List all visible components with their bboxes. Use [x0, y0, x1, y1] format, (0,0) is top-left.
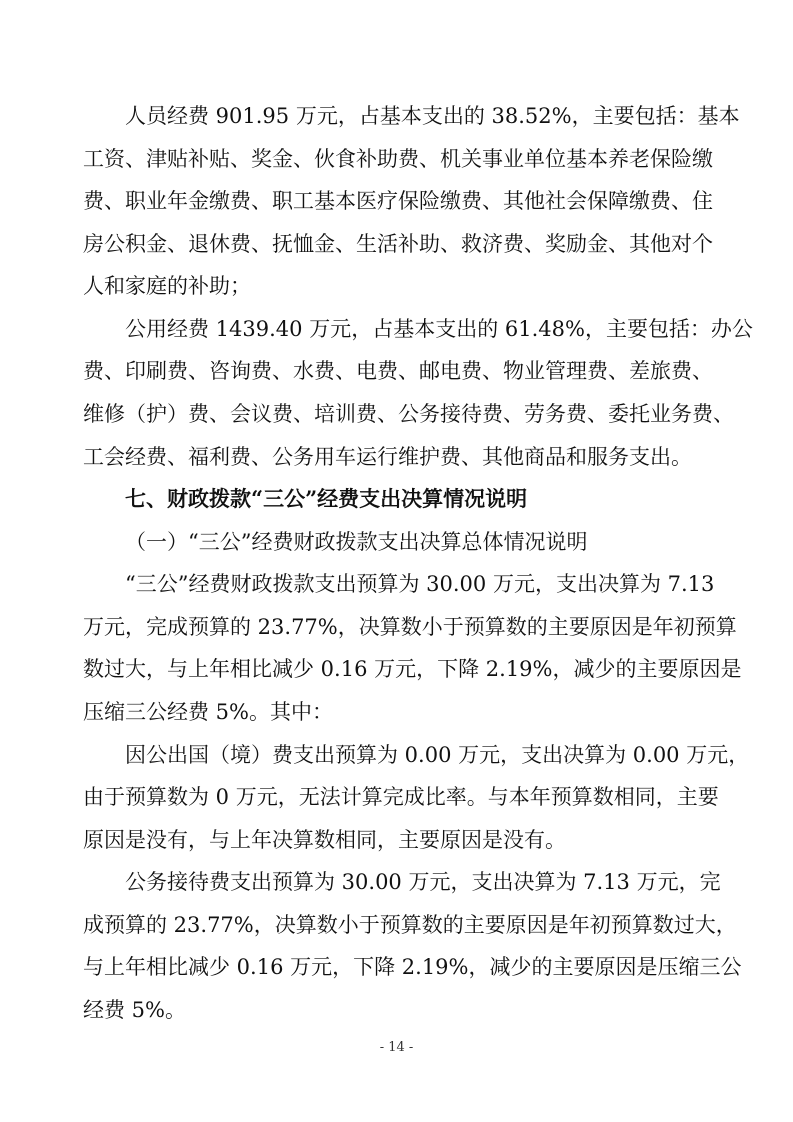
paragraph-reception-line-3: 与上年相比减少 0.16 万元，下降 2.19%，减少的主要原因是压缩三公	[83, 955, 742, 980]
paragraph-abroad-line-1: 因公出国（境）费支出预算为 0.00 万元，支出决算为 0.00 万元，	[125, 742, 750, 767]
section-heading: 七、财政拨款“三公”经费支出决算情况说明	[125, 486, 528, 512]
subsection-heading: （一）“三公”经费财政拨款支出决算总体情况说明	[125, 529, 588, 554]
paragraph-public-line-4: 工会经费、福利费、公务用车运行维护费、其他商品和服务支出。	[83, 444, 692, 469]
paragraph-reception-line-2: 成预算的 23.77%，决算数小于预算数的主要原因是年初预算数过大，	[83, 912, 737, 937]
paragraph-reception-line-1: 公务接待费支出预算为 30.00 万元，支出决算为 7.13 万元，完	[125, 870, 721, 895]
paragraph-reception-line-4: 经费 5%。	[83, 998, 186, 1022]
paragraph-abroad-line-2: 由于预算数为 0 万元，无法计算完成比率。与本年预算数相同，主要	[83, 785, 719, 810]
paragraph-personnel-line-4: 房公积金、退休费、抚恤金、生活补助、救济费、奖励金、其他对个	[83, 231, 713, 256]
paragraph-abroad-line-3: 原因是没有，与上年决算数相同，主要原因是没有。	[83, 827, 566, 852]
paragraph-public-line-2: 费、印刷费、咨询费、水费、电费、邮电费、物业管理费、差旅费、	[83, 359, 713, 384]
paragraph-personnel-line-3: 费、职业年金缴费、职工基本医疗保险缴费、其他社会保障缴费、住	[83, 189, 713, 214]
paragraph-public-line-3: 维修（护）费、会议费、培训费、公务接待费、劳务费、委托业务费、	[83, 402, 734, 426]
paragraph-overall-line-1: “三公”经费财政拨款支出预算为 30.00 万元，支出决算为 7.13	[125, 572, 715, 597]
paragraph-personnel-line-1: 人员经费 901.95 万元，占基本支出的 38.52%，主要包括：基本	[125, 104, 740, 128]
paragraph-overall-line-3: 数过大，与上年相比减少 0.16 万元，下降 2.19%，减少的主要原因是	[83, 657, 742, 682]
page-number: - 14 -	[379, 1040, 414, 1055]
paragraph-personnel-line-5: 人和家庭的补助；	[83, 274, 251, 299]
paragraph-overall-line-4: 压缩三公经费 5%。其中：	[83, 700, 333, 724]
paragraph-personnel-line-2: 工资、津贴补贴、奖金、伙食补助费、机关事业单位基本养老保险缴	[83, 146, 713, 171]
paragraph-public-line-1: 公用经费 1439.40 万元，占基本支出的 61.48%，主要包括：办公	[125, 316, 753, 341]
paragraph-overall-line-2: 万元，完成预算的 23.77%，决算数小于预算数的主要原因是年初预算	[83, 614, 737, 639]
